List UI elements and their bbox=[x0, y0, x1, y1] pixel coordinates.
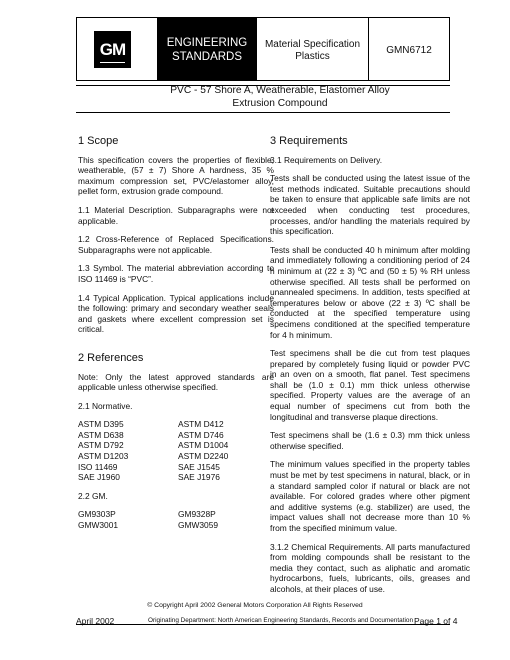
normative-list bbox=[78, 419, 274, 483]
standards-label: STANDARDS bbox=[171, 51, 243, 63]
normative-row bbox=[78, 419, 274, 430]
standard-ref: ASTM D395 bbox=[78, 419, 124, 430]
standard-ref: ASTM D1203 bbox=[78, 451, 129, 462]
material-description: 1.1 Material Description. Subparagraphs were not applicable. bbox=[78, 204, 274, 226]
standard-ref: SAE J1545 bbox=[178, 461, 220, 472]
minimum-values-paragraph: The minimum values specified in the property tables must be met by test specimens in natural, black, or in a standard sampled color if natural or black are not available. For colored grades where other pigment and additive systems (e.g. stabilizer) are used, the impact values shall not decrease more than 10 % from the specified minimum value. bbox=[270, 459, 470, 533]
right-column bbox=[270, 136, 470, 603]
footer-rule bbox=[76, 624, 450, 625]
standard-ref: ISO 11469 bbox=[78, 461, 118, 472]
scope-paragraph: This specification covers the properties of flexible, weatherable, (57 ± 7) Shore A hardness, 35 % maximum compression set, PVC/elastomer alloy, pellet form, extrusion grade compound. bbox=[78, 154, 274, 197]
chemical-requirements: 3.1.2 Chemical Requirements. All parts manufactured from molding compounds shall be resistant to the media they contact, such as aliphatic and aromatic hydrocarbons, fuels, lubricants, oils, greases and alcohols, at their places of use. bbox=[270, 541, 470, 594]
logo-cell bbox=[77, 18, 157, 80]
title-rule-bottom bbox=[76, 112, 450, 113]
normative-row bbox=[78, 430, 274, 441]
standard-ref: ASTM D412 bbox=[178, 419, 224, 430]
material-spec-cell bbox=[257, 18, 369, 80]
standard-ref: ASTM D792 bbox=[78, 440, 124, 451]
normative-row bbox=[78, 440, 274, 451]
symbol-paragraph: 1.3 Symbol. The material abbreviation according to ISO 11469 is “PVC”. bbox=[78, 263, 274, 284]
standard-ref: ASTM D746 bbox=[178, 429, 224, 440]
requirements-on-delivery: 3.1 Requirements on Delivery. bbox=[270, 154, 383, 165]
normative-row bbox=[78, 472, 274, 483]
footer-origin: Originating Department: North American Engineering Standards, Records and Documentation bbox=[148, 617, 413, 624]
gm-logo: GM bbox=[94, 31, 131, 68]
conditioning-paragraph: Tests shall be conducted 40 h minimum after molding and immediately following a conditioning period of 24 h minimum at (22 ± 3) ºC and (50 ± 5) % RH unless otherwise specified. All tests shall be performed on unannealed specimens. In addition, tests specified at temperatures below or above (22 ± 3) ºC shall be conducted at the specified temperature using specimens conditioned at the specified temperature for 4 h minimum. bbox=[270, 244, 470, 340]
gm-row bbox=[78, 520, 274, 531]
document-title bbox=[150, 85, 410, 110]
standard-ref: GM9328P bbox=[178, 509, 216, 520]
title-line-2: Extrusion Compound bbox=[232, 97, 328, 109]
standard-ref: GMW3001 bbox=[78, 520, 119, 531]
gm-heading: 2.2 GM. bbox=[78, 490, 108, 501]
material-spec-label: Material Specification bbox=[264, 39, 361, 50]
cross-reference: 1.2 Cross-Reference of Replaced Specifications. Subparagraphs were not applicable. bbox=[78, 234, 274, 255]
engineering-standards-cell bbox=[157, 18, 257, 80]
standard-ref: ASTM D2240 bbox=[178, 451, 229, 462]
scope-heading: 1 Scope bbox=[78, 135, 119, 147]
engineering-label: ENGINEERING bbox=[166, 37, 248, 49]
specimen-paragraph: Test specimens shall be die cut from test plaques prepared by completely fusing liquid or powder PVC in an oven on a smooth, flat panel. Test specimens shall be (1.0 ± 0.1) mm thick unless otherwise specified. Property values are the average of an equal number of specimens cut from both the longitudinal and transverse plaque directions. bbox=[270, 348, 470, 422]
title-line-1: PVC - 57 Shore A, Weatherable, Elastomer Alloy bbox=[170, 85, 390, 96]
normative-heading: 2.1 Normative. bbox=[78, 400, 133, 411]
typical-application: 1.4 Typical Application. Typical applications include the following: primary and secondary weather seals and gaskets where excellent compression set is critical. bbox=[78, 292, 274, 335]
thickness-paragraph: Test specimens shall be (1.6 ± 0.3) mm thick unless otherwise specified. bbox=[270, 430, 470, 451]
header-box bbox=[76, 17, 450, 81]
standard-ref: GMW3059 bbox=[178, 520, 219, 531]
references-note: Note: Only the latest approved standards are applicable unless otherwise specified. bbox=[78, 371, 274, 393]
requirements-heading: 3 Requirements bbox=[270, 135, 348, 147]
normative-row bbox=[78, 462, 274, 473]
references-heading: 2 References bbox=[78, 351, 144, 364]
standard-ref: SAE J1976 bbox=[178, 472, 220, 483]
plastics-label: Plastics bbox=[295, 51, 330, 62]
left-column bbox=[78, 136, 274, 531]
page-number: Page 1 of 4 bbox=[414, 616, 458, 626]
normative-row bbox=[78, 451, 274, 462]
test-methods-paragraph: Tests shall be conducted using the latest issue of the test methods indicated. Suitable precautions should be taken to ensure that applicable safe limits are not exceeded when conducting test procedures, processes, and/or handling the materials required by this specification. bbox=[270, 173, 470, 237]
gm-row bbox=[78, 509, 274, 520]
doc-id: GMN6712 bbox=[386, 45, 432, 56]
gm-list bbox=[78, 509, 274, 530]
standard-ref: ASTM D638 bbox=[78, 429, 124, 440]
standard-ref: ASTM D1004 bbox=[178, 440, 229, 451]
copyright: © Copyright April 2002 General Motors Corporation All Rights Reserved bbox=[147, 602, 363, 609]
standard-ref: GM9303P bbox=[78, 509, 116, 520]
standard-ref: SAE J1960 bbox=[78, 472, 120, 483]
footer-date: April 2002 bbox=[76, 616, 115, 626]
